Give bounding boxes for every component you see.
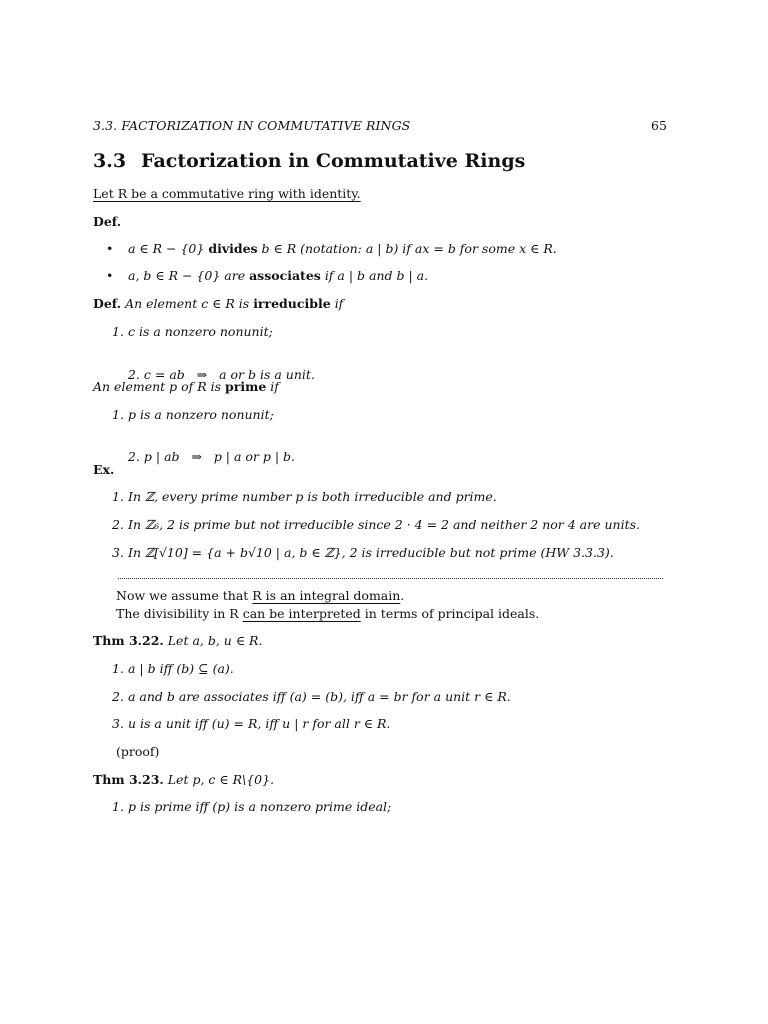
item-number: 2. bbox=[112, 689, 124, 704]
item-text: In ℤ₆, 2 is prime but not irreducible since 2 · 4 = 2 and neither 2 nor 4 are units. bbox=[128, 517, 640, 532]
theorem-statement: Let a, b, u ∈ R. bbox=[167, 633, 263, 648]
item-number: 1. bbox=[112, 661, 124, 676]
def-prime-post: if bbox=[270, 379, 279, 394]
section-title bbox=[93, 150, 525, 172]
example-label: Ex. bbox=[93, 462, 115, 477]
theorem-label: Thm 3.22. bbox=[93, 633, 164, 648]
bullet-icon: • bbox=[106, 241, 114, 256]
theorem-3-22 bbox=[93, 633, 262, 648]
item-text: In ℤ, every prime number p is both irreducible and prime. bbox=[128, 489, 497, 504]
def-irreducible bbox=[93, 296, 343, 311]
proof-note: (proof) bbox=[116, 744, 160, 759]
item-number: 1. bbox=[112, 407, 124, 422]
list-item bbox=[112, 517, 640, 532]
def-associates-pre: a, b ∈ R − {0} are bbox=[128, 268, 246, 283]
item-number: 1. bbox=[112, 799, 124, 814]
list-item bbox=[112, 689, 511, 704]
list-item bbox=[112, 545, 614, 560]
list-item bbox=[112, 799, 391, 814]
intro-text: Let R be a commutative ring with identity. bbox=[93, 186, 361, 201]
running-header: 3.3. FACTORIZATION IN COMMUTATIVE RINGS bbox=[93, 118, 411, 133]
theorem-3-23 bbox=[93, 772, 274, 787]
section-title-text: Factorization in Commutative Rings bbox=[141, 150, 526, 172]
note-1-pre: Now we assume that bbox=[116, 588, 249, 603]
theorem-label: Thm 3.23. bbox=[93, 772, 164, 787]
def-divides-post: b ∈ R (notation: a | b) if ax = b for some x ∈ R. bbox=[261, 241, 557, 256]
page-number: 65 bbox=[651, 118, 667, 133]
item-number: 3. bbox=[112, 716, 124, 731]
note-line-2 bbox=[116, 606, 539, 621]
list-item bbox=[112, 716, 390, 731]
term-divides: divides bbox=[208, 241, 258, 256]
item-text: p | ab ⇒ p | a or p | b. bbox=[143, 449, 296, 464]
def-divides-item bbox=[106, 241, 557, 256]
dotted-divider bbox=[118, 578, 663, 580]
list-item bbox=[112, 434, 295, 479]
def-label: Def. bbox=[93, 296, 122, 311]
theorem-statement: Let p, c ∈ R\{0}. bbox=[167, 772, 275, 787]
def-associates-item bbox=[106, 268, 428, 283]
item-number: 2. bbox=[127, 367, 140, 382]
item-text: u is a unit iff (u) = R, iff u | r for all r ∈ R. bbox=[128, 716, 391, 731]
item-number: 2. bbox=[127, 449, 140, 464]
note-2-post: in terms of principal ideals. bbox=[364, 606, 540, 621]
def-prime-pre: An element p of R is bbox=[93, 379, 222, 394]
intro-line bbox=[93, 186, 361, 201]
item-text: a and b are associates iff (a) = (b), iff a = br for a unit r ∈ R. bbox=[128, 689, 511, 704]
item-text: In ℤ[√10] = {a + b√10 | a, b ∈ ℤ}, 2 is irreducible but not prime (HW 3.3.3). bbox=[128, 545, 614, 560]
note-2-underlined: can be interpreted bbox=[242, 606, 361, 621]
item-text: a | b iff (b) ⊆ (a). bbox=[128, 661, 234, 676]
note-1-post: . bbox=[400, 588, 405, 603]
term-irreducible: irreducible bbox=[253, 296, 331, 311]
item-number: 1. bbox=[112, 324, 124, 339]
list-item bbox=[112, 324, 273, 339]
item-number: 1. bbox=[112, 489, 124, 504]
def-divides-pre: a ∈ R − {0} bbox=[128, 241, 205, 256]
def-associates-post: if a | b and b | a. bbox=[324, 268, 429, 283]
item-text: p is a nonzero nonunit; bbox=[128, 407, 274, 422]
list-item bbox=[112, 407, 274, 422]
item-text: p is prime iff (p) is a nonzero prime ideal; bbox=[128, 799, 392, 814]
list-item bbox=[112, 661, 234, 676]
term-associates: associates bbox=[249, 268, 321, 283]
bullet-icon: • bbox=[106, 268, 114, 283]
note-1-underlined: R is an integral domain bbox=[252, 588, 401, 603]
def-irreducible-post: if bbox=[334, 296, 344, 311]
def-prime bbox=[93, 379, 279, 394]
list-item bbox=[112, 489, 497, 504]
section-number: 3.3 bbox=[93, 150, 127, 172]
def-irreducible-pre: An element c ∈ R is bbox=[125, 296, 250, 311]
item-number: 2. bbox=[112, 517, 124, 532]
def-label: Def. bbox=[93, 214, 122, 229]
term-prime: prime bbox=[225, 379, 267, 394]
item-text: c is a nonzero nonunit; bbox=[128, 324, 273, 339]
note-line-1 bbox=[116, 588, 404, 603]
item-number: 3. bbox=[112, 545, 124, 560]
note-2-pre: The divisibility in R bbox=[116, 606, 239, 621]
item-text: c = ab ⇒ a or b is a unit. bbox=[143, 367, 315, 382]
